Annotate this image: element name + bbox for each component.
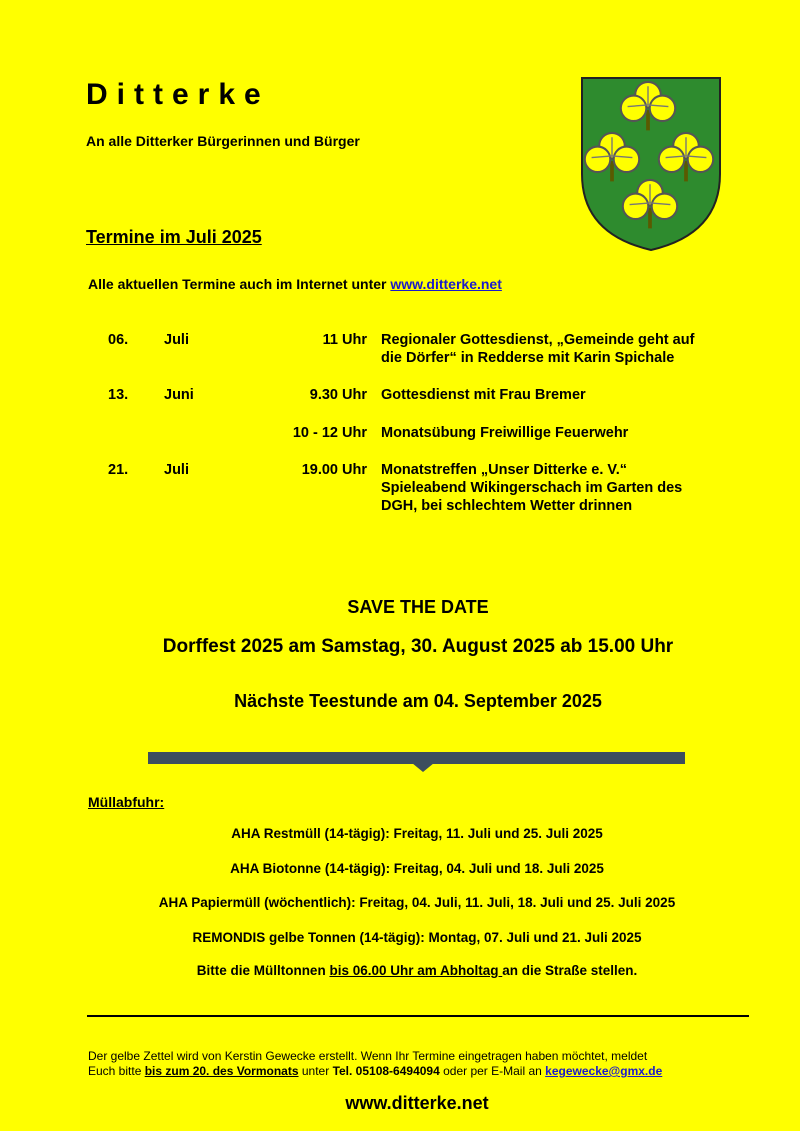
page-title: Ditterke [86,78,270,111]
event-day: 06. [108,332,129,348]
event-day: 21. [108,462,129,478]
page-subtitle: An alle Ditterker Bürgerinnen und Bürger [86,133,360,149]
event-desc-line: Spieleabend Wikingerschach im Garten des [381,480,683,496]
website-link[interactable]: www.ditterke.net [390,276,502,292]
footer-rule [87,1015,749,1017]
reminder-deadline: bis 06.00 Uhr am Abholtag [329,963,503,978]
waste-heading: Müllabfuhr: [88,794,165,810]
waste-line: AHA Biotonne (14-tägig): Freitag, 04. Juli und 18. Juli 2025 [230,861,604,876]
footer-text: Euch bitte [88,1064,145,1078]
event-month: Juli [164,332,189,348]
notice-text: Alle aktuellen Termine auch im Internet unter [88,276,387,292]
event-desc-line: DGH, bei schlechtem Wetter drinnen [381,498,633,514]
event-desc-line: Regionaler Gottesdienst, „Gemeinde geht auf [381,332,695,348]
waste-line: REMONDIS gelbe Tonnen (14-tägig): Montag, 07. Juli und 21. Juli 2025 [192,930,642,945]
event-desc-line: Monatsübung Freiwillige Feuerwehr [381,425,629,441]
event-description [381,461,741,515]
teestunde-announcement: Nächste Teestunde am 04. September 2025 [234,691,602,711]
event-month: Juli [164,462,189,478]
waste-reminder [0,963,800,978]
save-the-date: SAVE THE DATE [347,597,489,617]
waste-line: AHA Restmüll (14-tägig): Freitag, 11. Juli und 25. Juli 2025 [231,826,603,841]
divider-notch [412,763,434,772]
events-heading: Termine im Juli 2025 [86,227,262,247]
footer-line: Der gelbe Zettel wird von Kerstin Gewecke erstellt. Wenn Ihr Termine eingetragen haben möchtet, meldet [88,1049,648,1063]
waste-line: AHA Papiermüll (wöchentlich): Freitag, 04. Juli, 11. Juli, 18. Juli und 25. Juli 2025 [158,895,676,910]
event-time: 11 Uhr [322,332,367,348]
event-time: 19.00 Uhr [301,462,367,478]
event-description [381,331,741,367]
footer-email-link[interactable]: kegewecke@gmx.de [545,1064,663,1078]
footer-phone: Tel. 05108-6494094 [332,1064,440,1078]
event-description [381,424,741,442]
event-desc-line: Gottesdienst mit Frau Bremer [381,387,586,403]
event-day: 13. [108,387,129,403]
event-month: Juni [164,387,194,403]
events-notice [88,276,502,292]
event-desc-line: Monatstreffen „Unser Ditterke e. V.“ [381,462,628,478]
footer-deadline: bis zum 20. des Vormonats [144,1064,299,1078]
event-desc-line: die Dörfer“ in Redderse mit Karin Spichale [381,350,675,366]
footer-text: unter [298,1064,333,1078]
reminder-text: Bitte die Mülltonnen [196,963,330,978]
footer-note [88,1049,788,1079]
dorffest-announcement: Dorffest 2025 am Samstag, 30. August 2025 ab 15.00 Uhr [162,636,674,657]
footer-website[interactable]: www.ditterke.net [345,1093,489,1113]
footer-line [88,1064,788,1079]
event-description [381,386,741,404]
footer-text: oder per E-Mail an [439,1064,546,1078]
reminder-text-end: an die Straße stellen. [502,963,638,978]
event-time: 9.30 Uhr [309,387,367,403]
event-time: 10 - 12 Uhr [292,425,367,441]
clover-coat-of-arms-icon [580,76,722,252]
